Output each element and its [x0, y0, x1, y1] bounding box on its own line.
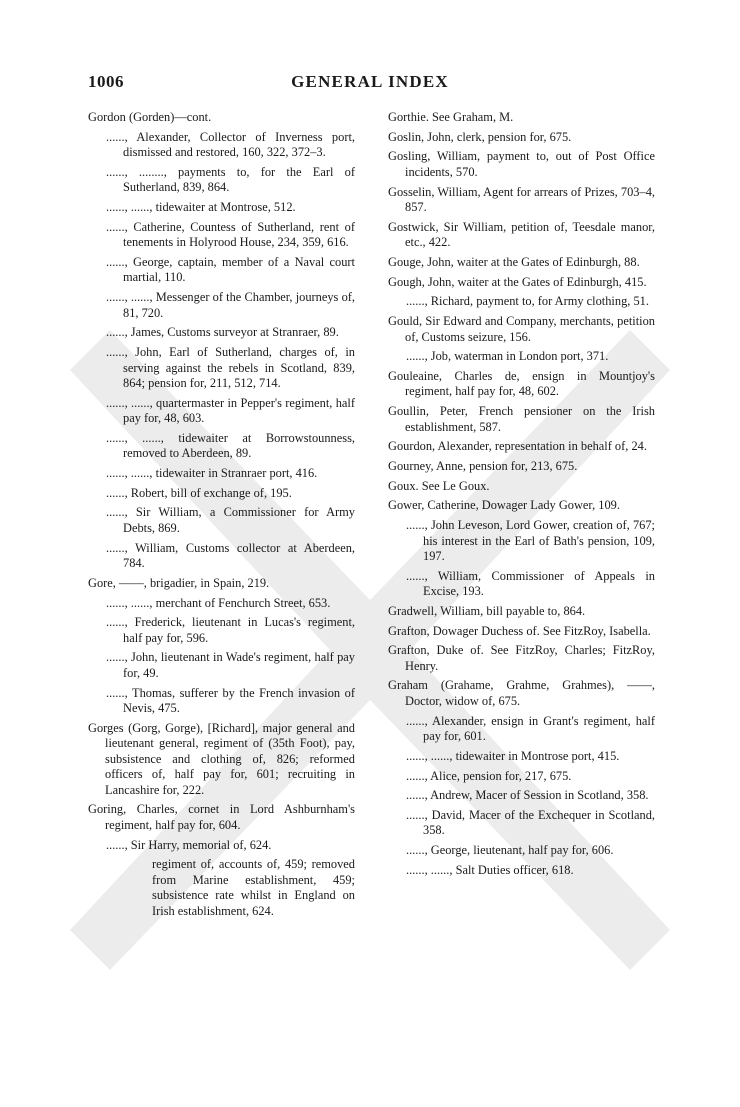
index-entry-text: ......, John, lieutenant in Wade's regiment, half pay for, 49. [106, 650, 355, 680]
index-entry-text: ......, ......, Salt Duties officer, 618. [406, 862, 574, 877]
index-entry [88, 686, 355, 717]
index-entry [88, 650, 355, 681]
index-entry-text: ......, James, Customs surveyor at Stranraer, 89. [106, 325, 339, 340]
index-entry [88, 857, 355, 919]
index-entry-text: Graham (Grahame, Grahme, Grahmes), ——, Doctor, widow of, 675. [388, 678, 655, 708]
index-entry [388, 808, 655, 839]
index-entry-text: ......, Catherine, Countess of Sutherland, rent of tenements in Holyrood House, 234, 359, 616. [106, 219, 355, 250]
index-entry-text: ......, Robert, bill of exchange of, 195. [106, 485, 292, 500]
index-entry [388, 498, 655, 514]
index-entry-text: ......, William, Commissioner of Appeals in Excise, 193. [406, 568, 655, 599]
index-entry [388, 843, 655, 859]
index-entry-text: ......, George, lieutenant, half pay for, 606. [406, 843, 614, 858]
index-entry-text: ......, ......, Messenger of the Chamber, journeys of, 81, 720. [106, 290, 355, 320]
index-entry [88, 396, 355, 427]
running-title: GENERAL INDEX [291, 72, 449, 91]
index-entry-text: ......, ........, payments to, for the Earl of Sutherland, 839, 864. [106, 164, 355, 195]
page-number: 1006 [88, 72, 124, 91]
index-entry-text: Gough, John, waiter at the Gates of Edinburgh, 415. [388, 274, 647, 289]
index-entry-text: Gore, ——, brigadier, in Spain, 219. [88, 575, 270, 590]
index-entry [388, 349, 655, 365]
index-entry [388, 314, 655, 345]
index-entry [388, 369, 655, 400]
index-entry [388, 643, 655, 674]
index-entry [388, 604, 655, 620]
index-entry-text: Gosselin, William, Agent for arrears of Prizes, 703–4, 857. [388, 184, 655, 215]
index-entry [88, 838, 355, 854]
index-entry [88, 576, 355, 592]
index-entry [388, 769, 655, 785]
index-entry-text: ......, ......, tidewaiter at Montrose, 512. [106, 200, 296, 215]
index-entry-text: ......, Job, waterman in London port, 371. [406, 349, 609, 364]
index-entry-text: ......, Andrew, Macer of Session in Scotland, 358. [406, 788, 649, 803]
index-entry [88, 505, 355, 536]
index-entry [88, 541, 355, 572]
index-entry-text: ......, John Leveson, Lord Gower, creation of, 767; his interest in the Earl of Bath's pension, 109, 197. [406, 518, 655, 563]
index-entry-text: Gould, Sir Edward and Company, merchants, petition of, Customs seizure, 156. [388, 314, 655, 344]
index-entry [388, 149, 655, 180]
index-entry-text: ......, George, captain, member of a Naval court martial, 110. [106, 254, 355, 285]
index-entry-text: Gordon (Gorden)—cont. [88, 110, 212, 124]
index-entry [88, 325, 355, 341]
index-entry [88, 110, 355, 126]
index-entry [388, 220, 655, 251]
index-entry [388, 275, 655, 291]
index-entry-text: ......, ......, tidewaiter in Montrose port, 415. [406, 748, 620, 763]
index-entry-text: Gourdon, Alexander, representation in behalf of, 24. [388, 439, 647, 454]
index-entry [388, 569, 655, 600]
index-entry-text: ......, Alice, pension for, 217, 675. [406, 768, 572, 783]
index-entry [88, 165, 355, 196]
index-entry [388, 404, 655, 435]
index-entry [88, 802, 355, 833]
index-entry-text: ......, Alexander, Collector of Inverness port, dismissed and restored, 160, 322, 372–3. [106, 129, 355, 160]
index-entry [88, 596, 355, 612]
index-entry-text: Goring, Charles, cornet in Lord Ashburnham's regiment, half pay for, 604. [88, 802, 355, 832]
index-entry-text: regiment of, accounts of, 459; removed from Marine establishment, 459; subsistence rate whilst in England on Irish establishment, 624. [152, 857, 355, 918]
index-entry [388, 294, 655, 310]
index-entry-text: Gorges (Gorg, Gorge), [Richard], major general and lieutenant general, regiment of (35th Foot), pay, subsistence and clothing of, 826; reformed officers of, half pay for, 601; recruiting in Lancashire for, 222. [88, 720, 355, 797]
index-entry [88, 615, 355, 646]
index-entry-text: ......, Richard, payment to, for Army clothing, 51. [406, 294, 649, 309]
index-entry-text: ......, ......, tidewaiter at Borrowstounness, removed to Aberdeen, 89. [106, 430, 355, 461]
page-header [88, 72, 652, 94]
index-entry-text: Gouge, John, waiter at the Gates of Edinburgh, 88. [388, 254, 640, 269]
index-entry [388, 749, 655, 765]
index-entry-text: ......, Sir William, a Commissioner for Army Debts, 869. [106, 505, 355, 535]
index-entry [388, 518, 655, 565]
index-entry-text: Gouleaine, Charles de, ensign in Mountjoy's regiment, half pay for, 48, 602. [388, 368, 655, 399]
index-entry-text: ......, John, Earl of Sutherland, charges of, in serving against the rebels in Scotland, 839, 864; pension for, 211, 512, 714. [106, 345, 355, 390]
index-entry-text: Gradwell, William, bill payable to, 864. [388, 603, 586, 618]
index-entry [88, 200, 355, 216]
index-entry-text: ......, David, Macer of the Exchequer in Scotland, 358. [406, 807, 655, 838]
index-entry-text: ......, Sir Harry, memorial of, 624. [106, 837, 272, 852]
index-entry-text: ......, ......, merchant of Fenchurch Street, 653. [106, 595, 331, 610]
index-entry-text: Gorthie. See Graham, M. [388, 110, 514, 124]
index-entry [388, 185, 655, 216]
index-entry-text: Goslin, John, clerk, pension for, 675. [388, 129, 572, 144]
index-entry [388, 439, 655, 455]
index-entry-text: Gourney, Anne, pension for, 213, 675. [388, 458, 578, 473]
index-entry-text: ......, Frederick, lieutenant in Lucas's regiment, half pay for, 596. [106, 615, 355, 645]
index-entry [388, 110, 655, 126]
index-entry [388, 459, 655, 475]
index-entry [388, 863, 655, 879]
index-entry [88, 220, 355, 251]
left-column [88, 110, 355, 924]
index-entry-text: ......, Thomas, sufferer by the French invasion of Nevis, 475. [106, 685, 355, 716]
index-entry-text: Goullin, Peter, French pensioner on the Irish establishment, 587. [388, 404, 655, 434]
index-entry-text: Gostwick, Sir William, petition of, Teesdale manor, etc., 422. [388, 219, 655, 250]
index-entry-text: ......, ......, tidewaiter in Stranraer port, 416. [106, 466, 318, 481]
index-entry [88, 486, 355, 502]
index-entry-text: ......, Alexander, ensign in Grant's regiment, half pay for, 601. [406, 713, 655, 744]
index-entry-text: ......, ......, quartermaster in Pepper's regiment, half pay for, 48, 603. [106, 395, 355, 426]
index-entry [88, 290, 355, 321]
index-entry [388, 788, 655, 804]
index-entry-text: Grafton, Duke of. See FitzRoy, Charles; FitzRoy, Henry. [388, 643, 655, 673]
index-entry-text: Gosling, William, payment to, out of Post Office incidents, 570. [388, 149, 655, 179]
index-entry-text: Goux. See Le Goux. [388, 478, 490, 493]
index-entry [88, 466, 355, 482]
index-entry-text: Gower, Catherine, Dowager Lady Gower, 109. [388, 498, 620, 513]
index-entry [388, 714, 655, 745]
index-entry [88, 345, 355, 392]
index-entry [388, 130, 655, 146]
index-entry [88, 431, 355, 462]
index-entry [388, 255, 655, 271]
index-entry [388, 678, 655, 709]
index-entry [88, 130, 355, 161]
index-entry [388, 479, 655, 495]
index-entry [88, 255, 355, 286]
index-entry-text: ......, William, Customs collector at Aberdeen, 784. [106, 540, 355, 571]
index-entry [88, 721, 355, 799]
index-entry [388, 624, 655, 640]
right-column [388, 110, 655, 882]
index-entry-text: Grafton, Dowager Duchess of. See FitzRoy, Isabella. [388, 623, 651, 638]
